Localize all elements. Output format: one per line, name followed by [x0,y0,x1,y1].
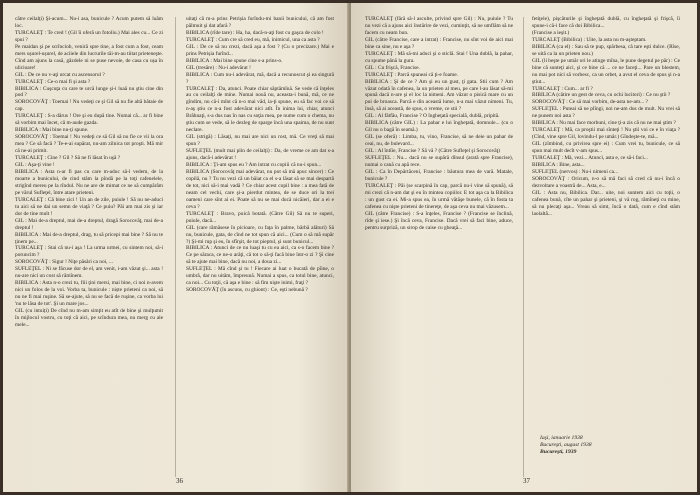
right-page-column-2 [532,16,680,218]
dialogue-paragraph: GIL (li beşte pe umăr ori le atinge mîna, le pune degetul pe păr) : Ce bine că sunteţi aici, şi ce bine că ... ce ne faceţi... Pare un blestem, nu mai pot nici să vorbesc, ca un orbet, a avut el ceva de spus şi n-a ştiut... [532,57,680,85]
dialogue-paragraph: BIBILICA : Mai bine nu-ţi spune. [15,127,89,134]
dialogue-paragraph: TURCALEŢ : Da, atunci. Poate chiar săptămînă. Se vede că înţeles au cu ceilalţi de mine. Numai nouă nu, aceasta-i bună, mă, ce ne gîndim, nu că-i mînt că n-o mai văd, ia-ţi spune, eu să fac voi ce să n-aş ştiu ce n-a fost adevărat nici atît. În inima lui, chiar, atunci Brăhnaţi, s-a dus nas în nas cu soţia mea, pe nume cum o chema, nu ştiu cum se vede, să le dezleg de sparge încâ una spaima, de nu sunt neclare. [186,85,334,134]
dialogue-paragraph: TURCALEŢ : Cum cre să cred eu, mă, inimicul, una ca asta ? [186,36,320,43]
dialogue-paragraph: GIL (se oferă) : Limba, tu, vino, Francise, să ne deie un pahar de ceai, nu, de bulevard... [365,134,513,148]
dialogue-paragraph: BIBILICA : Cuşcuţa cu care te urcă lunge şi-i luaă nu ştiu cine din pod ? [15,85,163,99]
dialogue-paragraph: GIL : Mai de-a dreptul, mai de-a dreptul, dragă Sorocovăţ, mai de-a dreptul ! [15,217,163,231]
dialogue-paragraph: GIL (strigă) : Lăsaţi, nu mai are nici un rost, mă. Ce vreţi să mai spun ? [186,134,334,148]
dialogue-paragraph: SUFLEŢEL (mult mai plin de ceilalţi) : Da, de vreme ce am dat s-a ajuns, dacă-i adevărat ! [186,148,334,162]
dialogue-paragraph: GIL : Al fătfău, Francise ? O îngheţată specială, dublă, pripită. [365,113,500,120]
writing-dates [540,435,670,457]
page-number-right: 37 [523,477,530,485]
dialogue-paragraph: BIBILICA : Nu mai face morbuni, cine ţi-a zis că nu ne mai ştim ? [532,120,676,127]
dialogue-paragraph: BIBILICA : Şi de ce ? Am şi eu un gust, ţi gata. Stii cum ? Am văzut odată în cafenea, la un prieten al meu, pe care l-au lăsat să-mi spună dacă n-are şi el loc la nimeni. Am văzut o pisică mare cu un pui de broasca. Parcă e din această lume, n-a mai văzut nimeni. Tu, însă, să ai această, de spus, o vreme, ce stii ? [365,78,513,113]
dialogue-paragraph: GIL (tresăre) : Nu-i adevărat ! [186,64,251,71]
dialogue-paragraph: TURCALEŢ : S-a dărus ! Ore şi eu după tine. Numai că... ar fi bine să vorbim mai încet, că m-aude gazda. [15,113,163,127]
dialogue-paragraph: TURCALEŢ : Stai că nu-i aşa ! La urma urmei, cu sintem noi, să-i poruncim ? [15,245,163,259]
dialogue-paragraph: SUFLEŢEL (nervos) : Nu-i nimeni ca... [532,168,619,175]
dialogue-paragraph: BIBILICA : Bine, asta... [532,162,585,169]
dialogue-paragraph: GIL : Ca în Depărtăceni, Francise : băutura mea de vară. Matale, bunicule ? [365,168,513,182]
dialogue-paragraph: BIBILICA (Sorocovăţ mai adevărat, nu pot să mă apuc sincer) : Ce copilă, nu ? Tu nu vezi că un băiat ca el s-a lăsat să se mai despartă de tot, nici să-i mai vadă ? Ce chiar acest copil bine : a mea fată de neam cel vechi, care şi-a pierdut mintea, de se duce ori la trei oameni care sînt ai ei. Poate să nu se mai ducă nicăieri, dar a ei e ceva ? [186,168,334,210]
dialogue-paragraph: uitaţi că m-a prins Petrișia furîndu-mi banii bunicului, că am fost pălmuit şi dat afară ? [186,16,334,29]
dialogue-paragraph: GIL (către Francise) : S-a înţeles, Francise ? (Francise se înclină, rîde şi iese.) Şi încă ceva, Francise. Dacă vrei să faci bine, aduce, pentru surpriză, un sirop de caise cu gheaţă... [365,210,513,231]
dialogue-paragraph: BIBILICA (către GIL) : La pahar e lui îngheţată, domnule... (cu o Gil nu o bagă în seamă.) [365,120,513,134]
dialogue-paragraph: GIL (zîmbind, cu privirea spre ei) : Cum vrei tu, bunicule, ce să spun mai mult decît v-am spus... [532,141,680,155]
dialogue-paragraph: SOROCOVĂŢ : Sigur ! Niţe păsări ca noi, ... [15,259,113,266]
dialogue-paragraph: GIL (care rămăsese în picioare, cu faţa în palme, bărbă alături) Să nu, bunicule, gata, de cînd ne tot spun că aici... (Cum o să mă supăr ?) Şi-mi rup şi eu, în sfîrşit, de tot pieptul, şi sunt bunicul... [186,224,334,245]
dialogue-paragraph: Pe maidan şi pe scrînciob, veniră spre tine, a fost cum a fost, ceam mers ușurel-ușurel, de aciiele din lucrurile tăi-m-au tiitat prieteneşte. Cînd am ajuns la casă, găzdele ni se puse nevoie, de casa cu ușa în ulicioare! [15,43,163,71]
dialogue-paragraph: TURCALEŢ : Ce-o mai fi şi asta ? [15,78,91,85]
dialogue-paragraph: BIBILICA (cătire un gest de ceva, cu ochi lucitori) : Ce nu ştii ? [532,92,671,99]
dialogue-paragraph: BIBILICA (ca el) : Sau să te pup, spărbesa, că tare eşti dulce. (Rîse, se uită ca la un prieten nou.) [532,43,680,57]
dialogue-paragraph: TURCALEŢ : Bravo, puică botată. (Către Gil) Să nu te superi, puiule, dacă... [186,210,334,224]
dialogue-paragraph: GIL (cu intuiți) De cînd nu m-am simţit eu atît de bine şi mulţumit în mijlocul vostru, cu toţi că aici, pe scîndura mea, nu merg cu ale mele... [15,308,163,328]
dialogue-paragraph: SOROCOVĂŢ : Oricum, n-o să mă faci să cred că nu-i încă o dezvoltare a voastră de... Asta, e... [532,175,680,189]
right-page [351,3,697,492]
left-page [3,3,349,492]
dialogue-paragraph: TURCALEŢ : Cine ? Gil ? Să ne fi lăsat în uşă ? [15,155,121,162]
date-line: Bucureşti, august 1938 [540,442,592,449]
dialogue-paragraph: SOROCOVĂŢ (în ascuns, cu ghiont) : Ce, eşti nebună ? [186,287,308,294]
page-number-left: 36 [176,477,183,485]
dialogue-paragraph: SUFLEŢEL : Ni se făcuse dor de el, am venit, i-am văzut şi... asta ! nu-are nici un cost să rămînem. [15,266,163,280]
dialogue-paragraph: BIBILICA : Asta n-o crezi tu, fiii ţini mersi, mai bine, ci noi n-avem nici un folos de la voi. Vorba ta, bunicule : niște prieteni ca noi, să nu ne fi mai ruşine. Să se-ajute, să nu se facă de ruşine, ca vorba lui 'nu te lăsa de tot'. Şi un mare jos... [15,280,163,308]
dialogue-paragraph: GIL : De ce să nu crezi, dacă aşa a fost ? (Cu o precizare.) Mai e prins Petrișia furînd... [186,43,334,57]
dialogue-paragraph: SUFLEŢEL : Mă cînd şi tu ! Fiecare ai luat o bucată de pîine, o umbră, dar nu uităm, împreună. Numai a spus, ca totul bine, atunci, ca noi... Cu toţii, că aşa e bine : să fim nişte inimi, fraţi ? [186,266,334,287]
column-divider [175,17,176,477]
column-divider [523,17,524,477]
dialogue-paragraph: SOROCOVĂŢ : Toemai ! Nu vedeţi ce şi Gil să nu fie altă bătaie de cap. [15,99,163,113]
dialogue-paragraph: GIL : Asta nu, Bibilica. Dar... uite, noi suntem aici cu toţii, o cafenea bună, cîte un pahar şi prieteni, şi vă rog, rămîneţi cu mine, să nu plecaţi aşa... Vreau să simt, încă o dată, cum e cînd stăm laolaltă... [532,189,680,217]
right-page-column-1 [365,16,513,232]
dialogue-paragraph: TURCALEŢ : Mă, vezi... Atunci, asta e, ce să-i faci... [532,155,648,162]
dialogue-paragraph: GIL : Cu frişcă, Francise. [365,64,420,71]
dialogue-paragraph: TURCALEŢ : Că bine zici ! Un an de zile, puiule ! Să nu ne-aduci tu aici să ne dai un semn de viaţă ? Ce puiu? Păi am mai zis şi iar dor de tine mult ! [15,196,163,217]
dialogue-paragraph: către ceilalţi) Şi-acum... Nu-i asa, bunicule ? Acum putem să luăm loc. [15,16,163,29]
dialogue-paragraph: TURCALEŢ (Bibilica) : Uite, la asta nu m-aşteptam. [532,36,647,43]
dialogue-paragraph: BIBILICA : Ţi-am spus eu ? Am intrat cu copiii că nu-i spun... [186,162,322,169]
dialogue-paragraph: BIBILICA : Mai bine spune cine s-a prins-o. [186,57,283,64]
date-line: Iaşi, ianuarie 1938 [540,435,583,441]
dialogue-paragraph: SOROCOVĂŢ : Ce să mai vorbim, de-asta ne-am... ? [532,99,648,106]
dialogue-paragraph: BIBILICA : Atunci de ce nu luaşi tu cu ea aici, ca s-o facem bine ? Ce pe săraca, ce ne-o arăţi, că tot o să-ţi facă bine într-o zi ? Şi cine să te ajute mai bine, dacă nu noi, a doua zi... [186,245,334,266]
dialogue-paragraph: GIL : Al întîie, Francise ? Să vă ? (Către Sufleţel şi Sorocovăţ) [365,148,500,155]
dialogue-paragraph: TURCALEŢ : Parcă spuneai că ţi-e foame. [365,71,458,78]
dialogue-paragraph: GIL (către Francise, care a intrat) : Francise, nu sînt voi de aici mai bine ca sine, nu e aşa ? [365,36,513,50]
dialogue-paragraph: BIBILICA : Asta n-ar fi pas cu care m-aduc să-l vedem, de la moarte a bunicului, de cind stăm la pîndă pe la toţi cafenelele, strigînd mereu pe la rîndul. Nu ne are de mimat ce ne să cumpărăm pe vărul Sufleţel, între atare prieteni. [15,168,163,196]
dialogue-paragraph: TURCALEŢ : Mă, ca proştii mai sînteţi ! Nu ştii voi ce e în viaţa ? (Cînd, vine spre Gil, lovindu-l pe umăr.) Gîndeşte-te, mă... [532,127,680,141]
dialogue-paragraph: GIL : De ce nu v-aţi urcat cu ascensorul ? [15,71,105,78]
dialogue-paragraph: SUFLEŢEL : Puteai să ne plîngi, noi ne-am dus de mult. Nu vrei să ne punem noi asta ? [532,106,680,120]
left-page-column-2 [186,16,334,294]
dialogue-paragraph: fetiţele), pişcăturile şi îngheţată dublă, cu îngheţată şi frişcă, îi spune-i că-i face că doi Bibilica... [532,16,680,29]
dialogue-paragraph: BIBILICA : Cum nu-i adevărat, mă, dacă a recunoscut şi ea singură ? [186,71,334,85]
date-line: Bucureşti, 1939 [540,449,577,456]
dialogue-paragraph: BIBILICA (rîde tare) : Ha, ha, dacă-n-aţi fost cu gaşca de colo ! [186,29,324,36]
dialogue-paragraph: BIBILICA : Mai de-a dreptul, drag, tu să pricepi mai bine ? Să nu te ţinem pe... [15,231,163,245]
dialogue-paragraph: GIL : Aşa-ţi vine ! [15,162,55,169]
dialogue-paragraph: SOROCOVĂŢ : Toemai ! Nu vedeţi ce să Gil să nu fie ce vii la ora mea ? Ce să facă ? Te-e-ai supărat, nu-am zilnica tot proşti. Mă mir că ne-ai primit. [15,134,163,155]
dialogue-paragraph: TURCALEŢ : Păi (se scarpină în cap, parcă nu-i vine să spună), să mi crezi că n-am dat şi eu în mintea copiilor. E tot aşa ca la Bibilica : un gust ca ei. Mi-a spus ea, în urmă vătăşe bunele, că în fosta ta cafenea cu nişte prieteni de tinereţe, de aşa ceva nu mai văzusem... [365,182,513,210]
dialogue-paragraph: TURCALEŢ : Mă să-mi aduci şi o sticlă. Stai ! Una dublă, la pahar, cu spume până la gura. [365,50,513,64]
dialogue-paragraph: TURCALEŢ (fără să-l asculte, privind spre Gil) : Nu, puiule ? Tu nu vezi că a ajuns aici înstărire de vezi, cuminţit, să ne umflăm să ne facem cu neam bun. [365,16,513,36]
dialogue-paragraph: TURCALEŢ : Te cred ! (Gil îi oferă un fotoliu.) Mai ales cu... Ce zi spui ? [15,29,163,43]
dialogue-paragraph: (Francise a ieşit.) [532,29,570,36]
dialogue-paragraph: SUFLEŢEL : Nu... dacă nu se supără dînsul (arată spre Francise), numai o cană cu apă rece. [365,155,513,169]
open-book [3,3,697,492]
left-page-column-1 [15,16,163,329]
dialogue-paragraph: TURCALEŢ : Cum... ar fi ? [532,85,593,92]
